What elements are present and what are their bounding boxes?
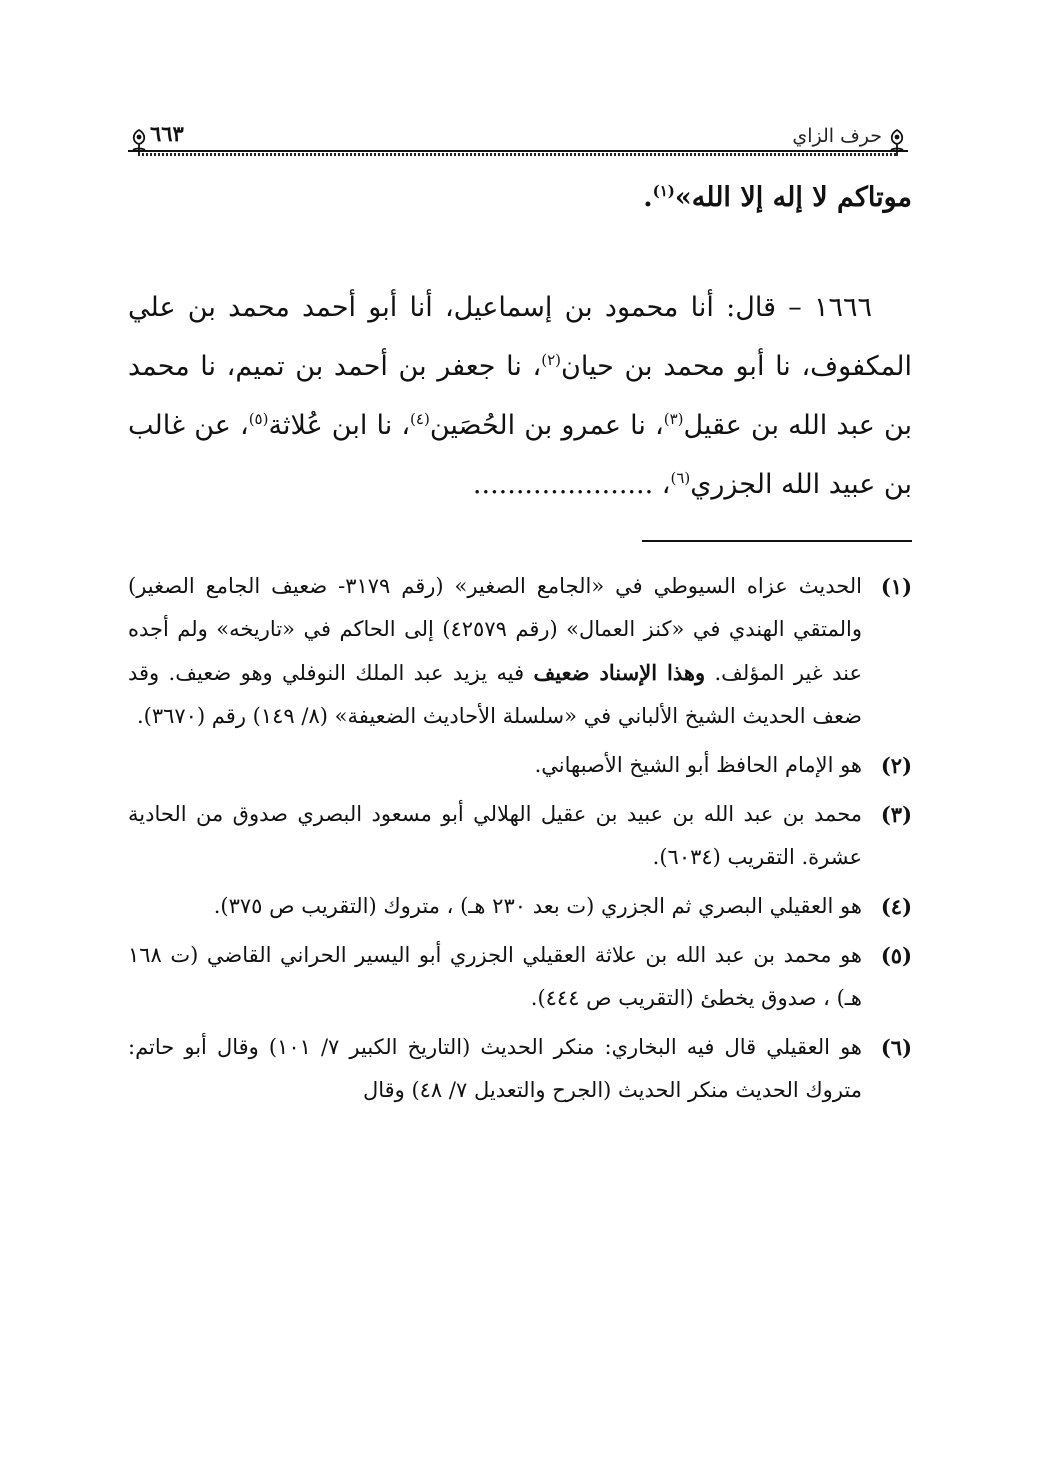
footnote-ref[interactable]: (٣) (663, 410, 684, 428)
footnote-item (128, 934, 912, 1020)
footnote-number: (٤) (880, 894, 912, 919)
footnote-ref[interactable]: (٤) (410, 410, 430, 428)
hadith-segment: ، نا عمرو بن الحُصَين (429, 410, 664, 441)
page-number: ٦٦٣ (150, 121, 184, 146)
footnote-item (128, 565, 912, 738)
footnote-item (128, 885, 912, 928)
footnote-text: محمد بن عبد الله بن عبيد بن عقيل الهلالي أبو مسعود البصري صدوق من الحادية عشرة. التقريب (٦٠٣٤). (128, 802, 862, 869)
footnote-ref[interactable]: (١) (652, 182, 675, 200)
footnote-item (128, 1026, 912, 1112)
hadith-paragraph (128, 278, 912, 514)
chapter-title: حرف الزاي (792, 125, 882, 147)
footnote-number: (٣) (880, 802, 912, 827)
footnote-item (128, 793, 912, 879)
footnote-item (128, 744, 912, 787)
footnote-text-part: فيه يزيد عبد الملك النوفلي وهو ضعيف. وقد ضعف الحديث الشيخ الألباني في «سلسلة الأحاديث الضعيفة» (٨/ ١٤٩) رقم (٣٦٧٠). (128, 661, 862, 728)
closing-line (128, 170, 912, 226)
footnote-number: (١) (880, 574, 912, 599)
hadith-segment: ، نا ابن عُلاثة (268, 410, 411, 441)
page-header (128, 112, 908, 160)
footnote-text: هو الإمام الحافظ أبو الشيخ الأصبهاني. (534, 753, 862, 777)
closing-end: . (643, 182, 653, 213)
footnote-ref[interactable]: (٢) (541, 351, 561, 369)
footnote-text: هو العقيلي قال فيه البخاري: منكر الحديث (التاريخ الكبير ٧/ ١٠١) وقال أبو حاتم: متروك الحديث منكر الحديث (الجرح والتعديل ٧/ ٤٨) وقال (128, 1035, 862, 1102)
footnote-number: (٢) (880, 753, 912, 778)
footnote-number: (٥) (880, 943, 912, 968)
hadith-text (128, 278, 912, 514)
header-rule (128, 150, 908, 152)
footnote-ref[interactable]: (٥) (248, 410, 269, 428)
header-rule-pattern (138, 153, 898, 156)
footnote-ref[interactable]: (٦) (670, 469, 691, 487)
footnote-text: هو العقيلي البصري ثم الجزري (ت بعد ٢٣٠ هـ) ، متروك (التقريب ص ٣٧٥). (213, 894, 862, 918)
footnotes (128, 565, 912, 1118)
closing-text: موتاكم لا إله إلا الله» (674, 182, 912, 213)
hadith-segment: ، عن غالب بن عبيد الله الجزري (128, 410, 912, 500)
hadith-segment: ، نا جعفر بن أحمد بن تميم، نا محمد بن عبد الله بن عقيل (128, 351, 913, 441)
footnote-text (128, 565, 862, 738)
footnote-text-part: الحديث عزاه السيوطي في «الجامع الصغير» (رقم ٣١٧٩- ضعيف الجامع الصغير) والمتقي الهندي في «كنز العمال» (رقم ٤٢٥٧٩) إلى الحاكم في «تاريخه» ولم أجده عند غير المؤلف. (128, 574, 863, 685)
hadith-segment: ، ..................... (472, 469, 671, 500)
footnote-separator (642, 540, 912, 542)
footnote-number: (٦) (880, 1035, 912, 1060)
footnote-text-bold: وهذا الإسناد ضعيف (533, 660, 706, 685)
footnote-text: هو محمد بن عبد الله بن علاثة العقيلي الجزري أبو اليسير الحراني القاضي (ت ١٦٨ هـ) ، صدوق يخطئ (التقريب ص ٤٤٤). (128, 943, 862, 1010)
hadith-segment: ١٦٦٦ – قال: أنا محمود بن إسماعيل، أنا أبو أحمد محمد بن علي المكفوف، نا أبو محمد بن حيان (128, 292, 912, 382)
main-text (128, 170, 912, 514)
